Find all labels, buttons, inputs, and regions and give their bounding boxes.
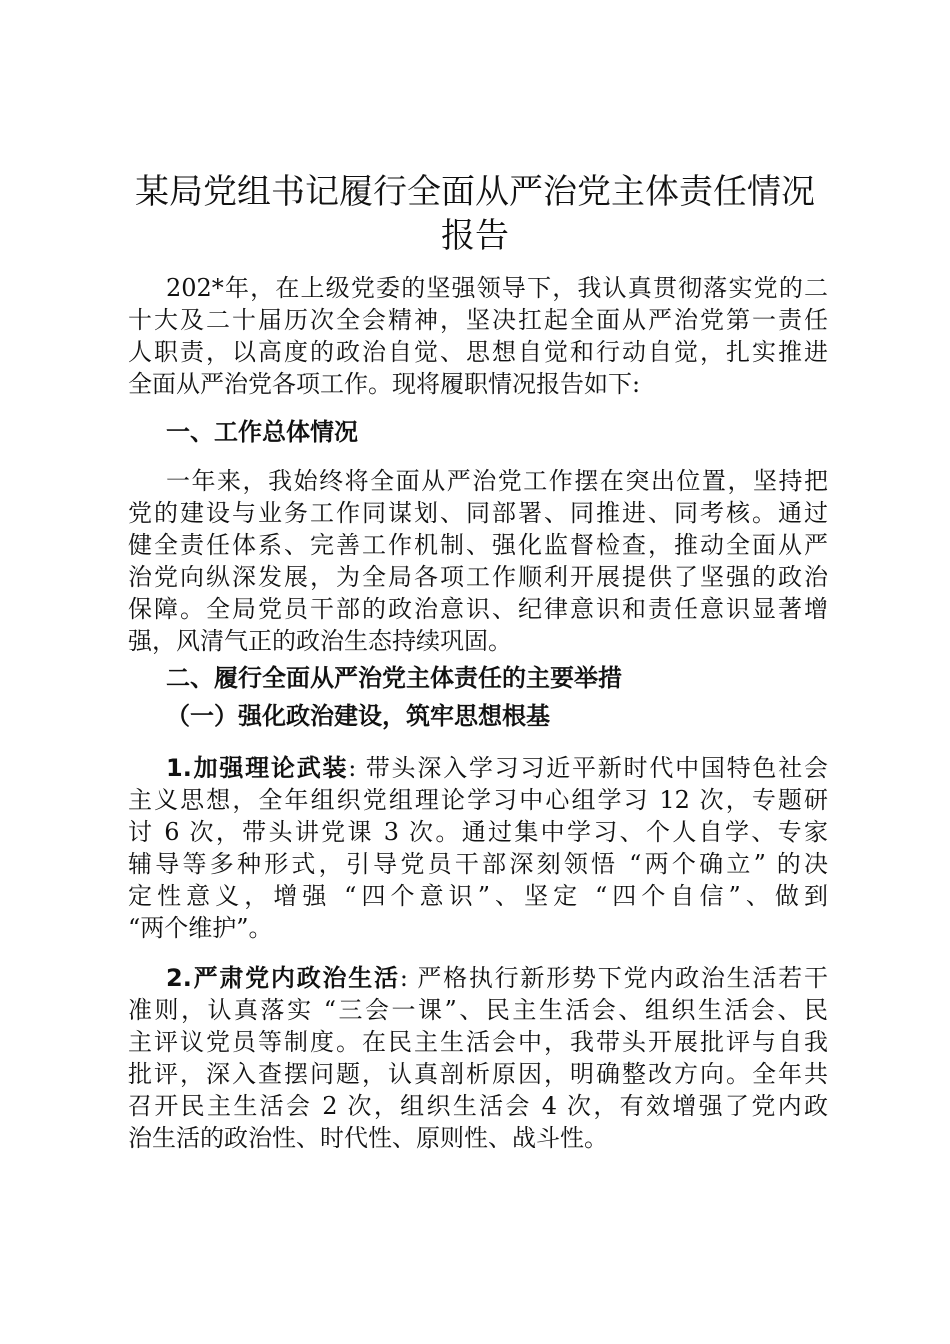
- document-title-line-1: 某局党组书记履行全面从严治党主体责任情况: [135, 172, 815, 212]
- item-1-line: “两个维护”。: [128, 914, 273, 942]
- item-1-line: 辅导等多种形式，引导党员干部深刻领悟 “两个确立” 的决: [128, 850, 828, 878]
- item-2-line: 准则，认真落实 “三会一课”、民主生活会、组织生活会、民: [128, 996, 828, 1024]
- document-title-line-2: 报告: [441, 216, 509, 256]
- section-1-line: 强，风清气正的政治生态持续巩固。: [128, 627, 512, 655]
- item-1-line: 定性意义，增强 “四个意识”、坚定 “四个自信”、做到: [128, 882, 828, 910]
- item-2-line: 主评议党员等制度。在民主生活会中，我带头开展批评与自我: [128, 1028, 828, 1056]
- item-2-line: 治生活的政治性、时代性、原则性、战斗性。: [128, 1124, 608, 1152]
- item-1-text: : 带头深入学习习近平新时代中国特色社会: [348, 754, 828, 782]
- item-2-line: 召开民主生活会 2 次，组织生活会 4 次，有效增强了党内政: [128, 1092, 828, 1120]
- intro-line: 202*年，在上级党委的坚强领导下，我认真贯彻落实党的二: [166, 274, 828, 302]
- item-1-first-line: [166, 752, 828, 784]
- subsection-1-heading: （一）强化政治建设，筑牢思想根基: [166, 701, 550, 730]
- section-1-line: 保障。全局党员干部的政治意识、纪律意识和责任意识显著增: [128, 595, 828, 623]
- section-1-line: 健全责任体系、完善工作机制、强化监督检查，推动全面从严: [128, 531, 828, 559]
- section-1-line: 治党向纵深发展，为全局各项工作顺利开展提供了坚强的政治: [128, 563, 828, 591]
- item-1-lead: 1.加强理论武装: [166, 754, 349, 782]
- intro-line: 人职责，以高度的政治自觉、思想自觉和行动自觉，扎实推进: [128, 338, 828, 366]
- section-1-heading: 一、工作总体情况: [166, 418, 358, 446]
- item-1-line: 讨 6 次，带头讲党课 3 次。通过集中学习、个人自学、专家: [128, 818, 828, 846]
- item-2-lead: 2.严肃党内政治生活: [166, 964, 400, 992]
- item-2-text: : 严格执行新形势下党内政治生活若干: [399, 964, 828, 992]
- item-2-line: 批评，深入查摆问题，认真剖析原因，明确整改方向。全年共: [128, 1060, 828, 1088]
- section-1-line: 党的建设与业务工作同谋划、同部署、同推进、同考核。通过: [128, 499, 828, 527]
- intro-line: 十大及二十届历次全会精神，坚决扛起全面从严治党第一责任: [128, 306, 828, 334]
- item-1-line: 主义思想，全年组织党组理论学习中心组学习 12 次，专题研: [128, 786, 828, 814]
- section-2-heading: 二、履行全面从严治党主体责任的主要举措: [166, 664, 622, 692]
- item-2-first-line: [166, 962, 828, 994]
- section-1-line: 一年来，我始终将全面从严治党工作摆在突出位置，坚持把: [166, 467, 828, 495]
- intro-line: 全面从严治党各项工作。现将履职情况报告如下:: [128, 370, 641, 398]
